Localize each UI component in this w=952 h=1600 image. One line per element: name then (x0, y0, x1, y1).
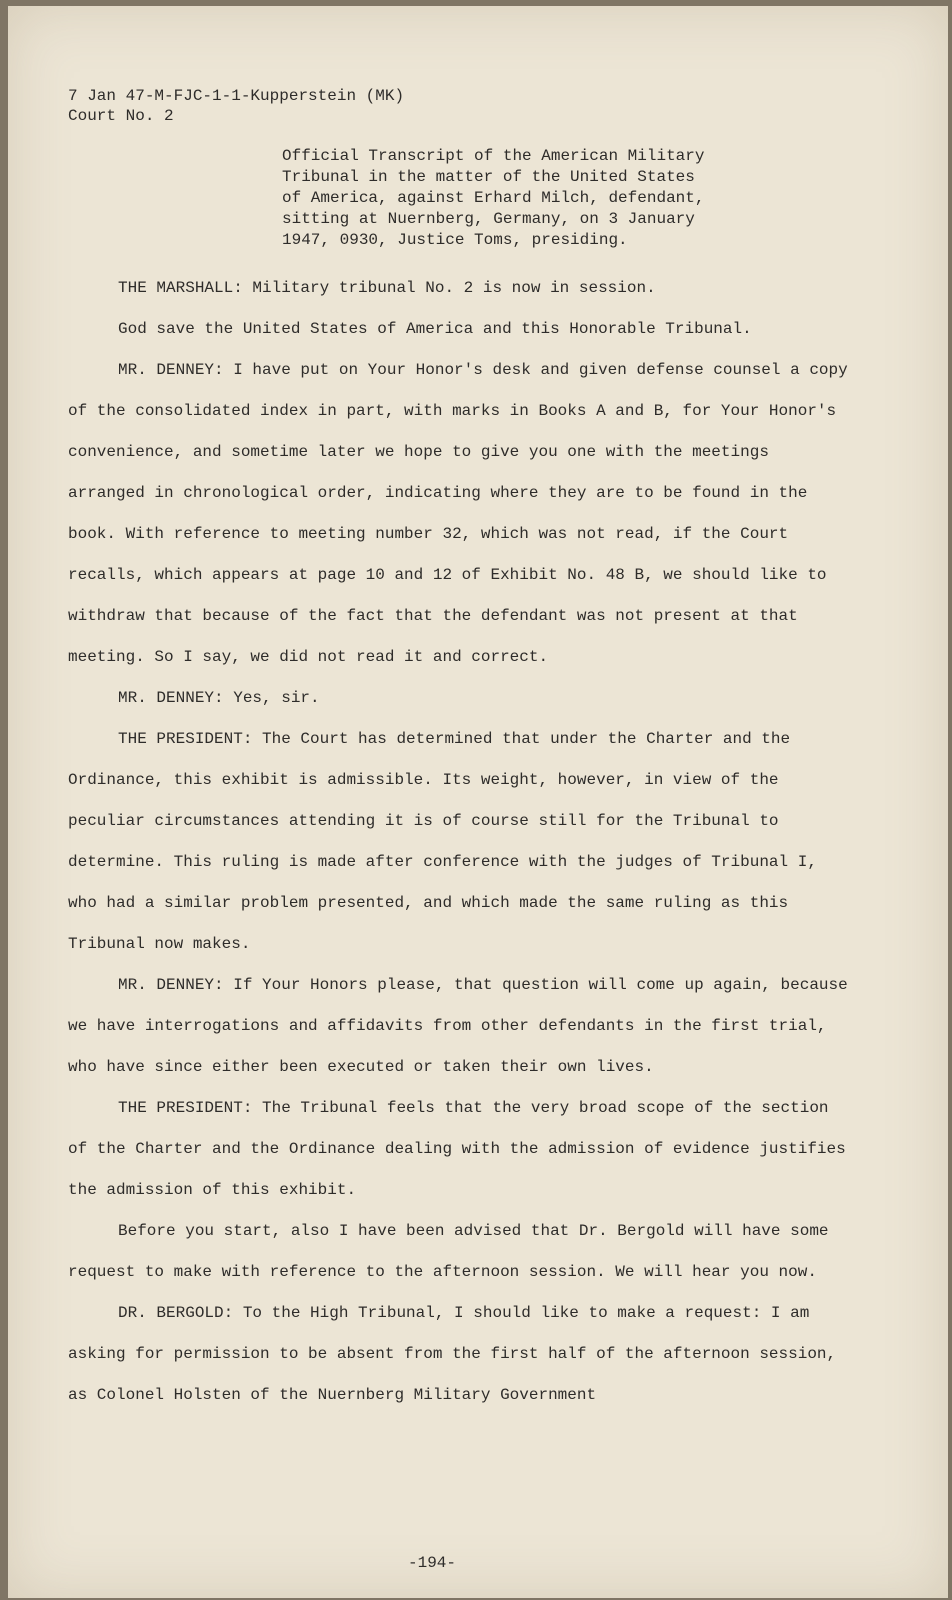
paragraph-denney-2: MR. DENNEY: Yes, sir. (118, 689, 320, 707)
paragraph-marshall: THE MARSHALL: Military tribunal No. 2 is now in session. (118, 279, 656, 297)
header-court: Court No. 2 (68, 107, 174, 125)
document-header (68, 86, 404, 126)
paragraph-denney-3: MR. DENNEY: If Your Honors please, that question will come up again, because we have interrogations and affidavits from other defendants in the first trial, who have since either been executed or taken their own lives. (68, 976, 848, 1076)
page-number: -194- (408, 1554, 457, 1572)
transcript-body (68, 268, 848, 1416)
paragraph-president-1: THE PRESIDENT: The Court has determined that under the Charter and the Ordinance, this exhibit is admissible. Its weight, however, in view of the peculiar circumstances attending it is of course still for the Tribunal to determine. This ruling is made after conference with the judges of Tribunal I, who had a similar problem presented, and which made the same ruling as this Tribunal now makes. (68, 730, 817, 953)
paragraph-god-save: God save the United States of America and this Honorable Tribunal. (118, 320, 752, 338)
paragraph-president-2: THE PRESIDENT: The Tribunal feels that the very broad scope of the section of the Charter and the Ordinance dealing with the admission of evidence justifies the admission of this exhibit. (68, 1099, 846, 1199)
header-reference: 7 Jan 47-M-FJC-1-1-Kupperstein (MK) (68, 87, 405, 105)
transcript-caption: Official Transcript of the American Military Tribunal in the matter of the United States of America, against Erhard Milch, defendant, sitting at Nuernberg, Germany, on 3 January 1947, 0930, Justice Toms, presiding. (282, 147, 705, 249)
paragraph-denney-1: MR. DENNEY: I have put on Your Honor's desk and given defense counsel a copy of the consolidated index in part, with marks in Books A and B, for Your Honor's convenience, and sometime later we hope to give you one with the meetings arranged in chronological order, indicating where they are to be found in the book. With reference to meeting number 32, which was not read, if the Court recalls, which appears at page 10 and 12 of Exhibit No. 48 B, we should like to withdraw that because of the fact that the defendant was not present at that meeting. So I say, we did not read it and correct. (68, 361, 848, 666)
paragraph-president-3: Before you start, also I have been advised that Dr. Bergold will have some request to make with reference to the afternoon session. We will hear you now. (68, 1222, 829, 1281)
transcript-page (8, 6, 948, 1598)
paragraph-bergold: DR. BERGOLD: To the High Tribunal, I should like to make a request: I am asking for permission to be absent from the first half of the afternoon session, as Colonel Holsten of the Nuernberg Military Government (68, 1304, 837, 1404)
